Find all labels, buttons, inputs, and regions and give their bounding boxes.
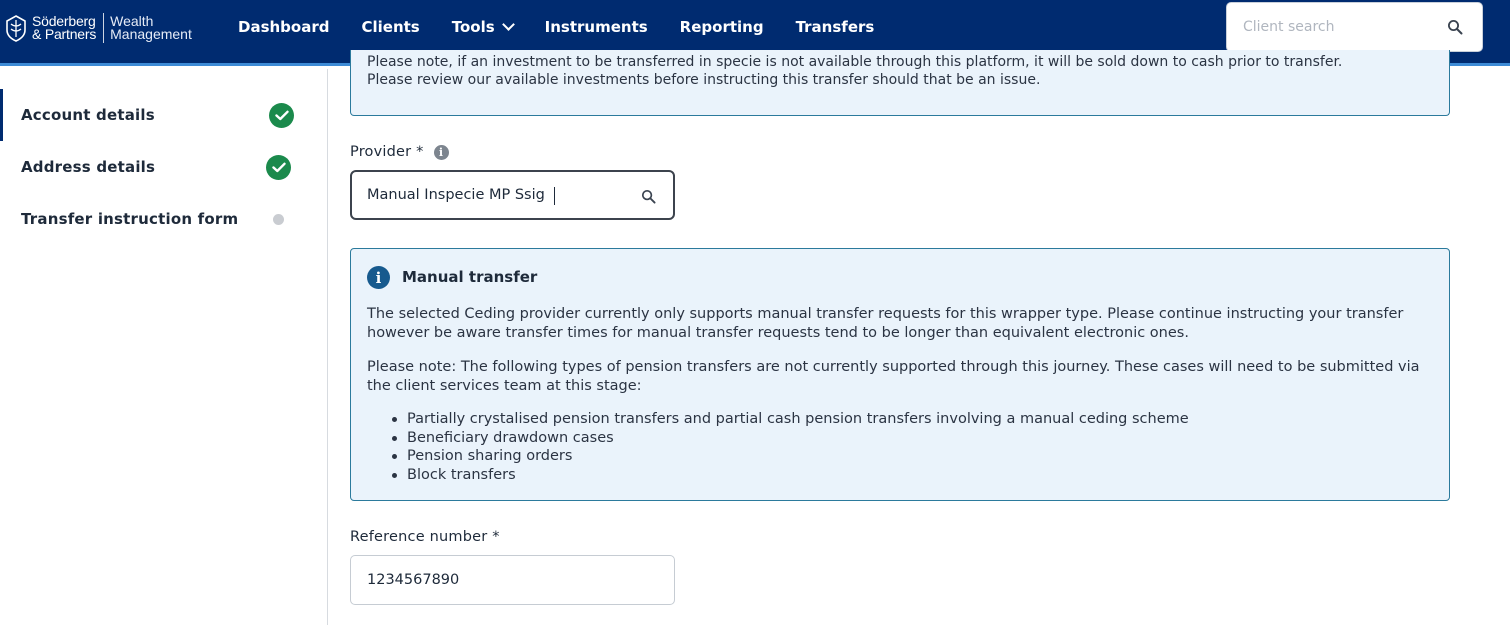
reference-number-input[interactable] <box>351 556 674 604</box>
provider-search-field <box>350 170 675 220</box>
in-specie-notice <box>350 50 1450 116</box>
step-label: Address details <box>21 158 156 176</box>
notice-line-2: Please review our available investments before instructing this transfer should that be an issue. <box>367 72 1041 88</box>
provider-search-button[interactable] <box>639 187 657 205</box>
main-nav <box>238 0 906 54</box>
step-pending-status <box>266 207 291 232</box>
check-circle-icon <box>269 103 294 128</box>
provider-label <box>350 144 449 160</box>
nav-instruments-label: Instruments <box>544 18 648 36</box>
step-label: Transfer instruction form <box>21 210 239 228</box>
nav-tools-label: Tools <box>451 18 495 36</box>
step-label: Account details <box>21 106 155 124</box>
nav-reporting-label: Reporting <box>679 18 764 36</box>
info-circle-icon: i <box>367 266 390 289</box>
nav-transfers[interactable] <box>796 18 875 36</box>
provider-label-text: Provider * <box>350 144 424 160</box>
reference-number-field <box>350 555 675 605</box>
check-circle-icon <box>266 155 291 180</box>
step-account-details[interactable] <box>0 89 327 141</box>
brand-name-line1: Söderberg <box>32 13 96 29</box>
unsupported-transfer-list <box>407 410 1189 484</box>
client-search-box <box>1226 2 1483 52</box>
brand-subtitle-line2: Management <box>110 26 192 42</box>
brand-name <box>32 15 96 41</box>
chevron-down-icon <box>502 18 515 31</box>
alert-paragraph-1: The selected Ceding provider currently only supports manual transfer requests for this wrapper type. Please continue instructing your transfer however be aware transfer times for manual transfer requests tend to be longer than equivalent electronic ones. <box>367 306 1404 341</box>
client-search-button[interactable] <box>1445 17 1465 37</box>
nav-reporting[interactable] <box>680 18 764 36</box>
nav-clients-label: Clients <box>361 18 420 36</box>
step-transfer-instruction-form[interactable] <box>0 193 327 245</box>
brand-subtitle <box>110 15 192 41</box>
list-item: Block transfers <box>407 466 1189 485</box>
step-address-details[interactable] <box>0 141 327 193</box>
info-icon[interactable]: i <box>434 145 449 160</box>
logo-divider <box>103 13 104 43</box>
search-icon <box>641 189 656 204</box>
nav-clients[interactable] <box>361 18 419 36</box>
nav-dashboard-label: Dashboard <box>238 18 330 36</box>
nav-tools[interactable] <box>452 18 513 36</box>
text-cursor <box>554 187 555 205</box>
pending-dot-icon <box>273 214 284 225</box>
manual-transfer-alert <box>350 248 1450 501</box>
brand-logo[interactable] <box>5 12 192 44</box>
brand-name-line2: & Partners <box>32 26 97 42</box>
notice-line-1: Please note, if an investment to be transferred in specie is not available through this platform, it will be sold down to cash prior to transfer. <box>367 54 1343 70</box>
step-complete-status <box>269 103 294 128</box>
provider-input[interactable] <box>352 172 622 218</box>
reference-number-label <box>350 529 500 545</box>
alert-title: Manual transfer <box>402 268 538 286</box>
client-search-input[interactable] <box>1227 3 1437 51</box>
nav-instruments[interactable] <box>545 18 648 36</box>
progress-sidebar <box>0 69 328 625</box>
step-complete-status <box>266 155 291 180</box>
list-item: Beneficiary drawdown cases <box>407 429 1189 448</box>
reference-number-label-text: Reference number * <box>350 529 500 545</box>
list-item: Partially crystalised pension transfers and partial cash pension transfers involving a manual ceding scheme <box>407 411 1189 427</box>
brand-emblem-icon <box>5 14 27 42</box>
list-item: Pension sharing orders <box>407 447 1189 466</box>
nav-transfers-label: Transfers <box>795 18 875 36</box>
search-icon <box>1447 19 1463 35</box>
alert-paragraph-2: Please note: The following types of pension transfers are not currently supported through this journey. These cases will need to be submitted via the client services team at this stage: <box>367 359 1420 394</box>
brand-subtitle-line1: Wealth <box>110 13 154 29</box>
nav-dashboard[interactable] <box>238 18 329 36</box>
